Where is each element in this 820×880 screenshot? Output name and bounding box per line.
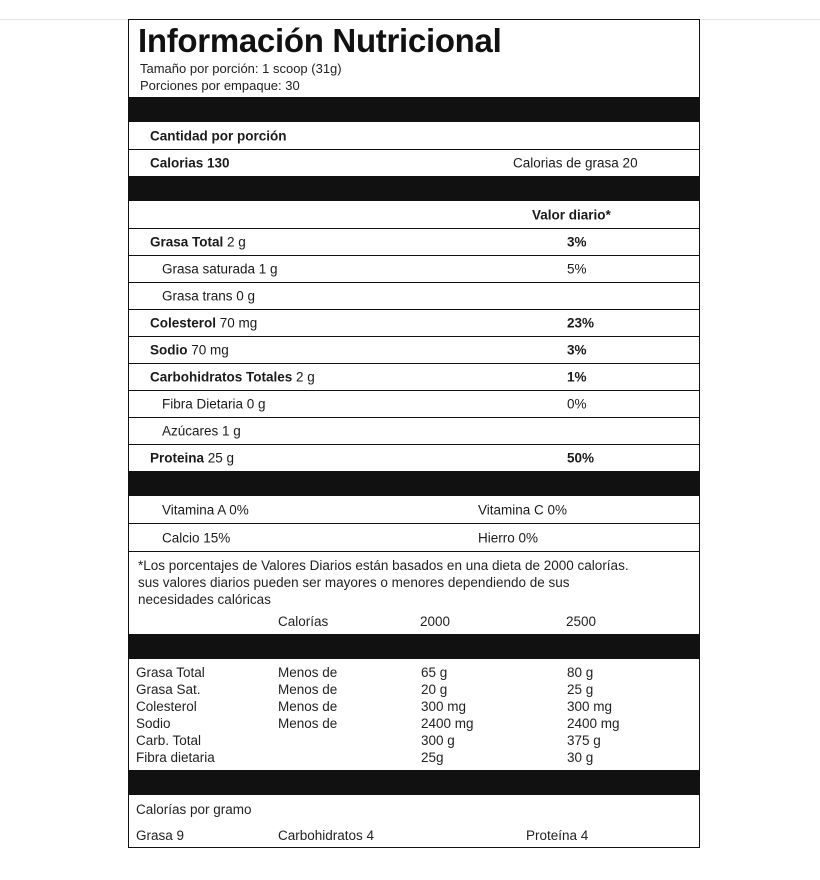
thick-divider <box>129 770 699 795</box>
ref-value-2500: 25 g <box>567 682 594 697</box>
nutrient-amount: 2 g <box>223 234 246 250</box>
nutrient-name: Grasa saturada 1 g <box>162 261 278 277</box>
nutrient-dv: 5% <box>567 261 587 277</box>
ref-nutrient: Sodio <box>136 716 171 731</box>
nutrient-amount: 70 mg <box>216 315 258 331</box>
reference-header-2500: 2500 <box>566 614 597 629</box>
vitamin-left: Vitamina A 0% <box>162 502 249 517</box>
ref-nutrient: Grasa Total <box>136 665 205 680</box>
footnote-line-3: necesidades calóricas <box>138 592 271 607</box>
calories-per-gram-fat: Grasa 9 <box>136 828 185 843</box>
vitamin-right: Vitamina C 0% <box>478 502 568 517</box>
nutrient-name: Colesterol <box>150 315 217 331</box>
nutrient-name: Grasa Total <box>150 234 224 250</box>
thick-divider <box>129 634 699 659</box>
calories-per-gram-carbs: Carbohidratos 4 <box>278 828 375 843</box>
amount-per-serving-label: Cantidad por porción <box>150 128 287 143</box>
nutrient-amount: 25 g <box>204 450 235 466</box>
ref-value-2500: 375 g <box>567 733 601 748</box>
thick-divider <box>129 97 699 122</box>
thick-divider <box>129 471 699 496</box>
ref-nutrient: Carb. Total <box>136 733 202 748</box>
nutrient-label <box>150 451 234 466</box>
ref-qualifier: Menos de <box>278 699 338 714</box>
nutrient-row-fiber <box>129 391 699 418</box>
daily-value-header: Valor diario* <box>532 207 611 222</box>
ref-value-2000: 300 mg <box>421 699 467 714</box>
nutrient-row-sodium <box>129 337 699 364</box>
nutrition-label <box>128 19 700 848</box>
nutrient-name: Carbohidratos Totales <box>150 369 293 385</box>
ref-value-2000: 20 g <box>421 682 448 697</box>
calories-per-gram-protein: Proteína 4 <box>526 828 589 843</box>
ref-value-2000: 25g <box>421 750 444 765</box>
nutrient-dv: 3% <box>567 342 587 358</box>
footnote-line-2: sus valores diarios pueden ser mayores o menores dependiendo de sus <box>138 575 570 590</box>
ref-nutrient: Grasa Sat. <box>136 682 201 697</box>
nutrient-amount: 2 g <box>292 369 315 385</box>
calories-per-gram-label: Calorías por gramo <box>136 802 252 817</box>
nutrient-row-protein <box>129 445 699 471</box>
nutrient-dv: 50% <box>567 450 595 466</box>
nutrient-dv: 23% <box>567 315 595 331</box>
ref-nutrient: Fibra dietaria <box>136 750 215 765</box>
nutrient-dv: 0% <box>567 396 587 412</box>
thick-divider <box>129 176 699 201</box>
nutrient-dv: 3% <box>567 234 587 250</box>
nutrient-row-sugars <box>129 418 699 445</box>
vitamin-right: Hierro 0% <box>478 530 539 545</box>
label-title: Información Nutricional <box>138 22 502 59</box>
ref-value-2500: 80 g <box>567 665 594 680</box>
ref-nutrient: Colesterol <box>136 699 197 714</box>
vitamin-row <box>129 524 699 552</box>
calories-row <box>129 150 699 176</box>
reference-header-2000: 2000 <box>420 614 451 629</box>
nutrient-row-trans-fat <box>129 283 699 310</box>
ref-value-2000: 2400 mg <box>421 716 474 731</box>
fat-calories: Calorias de grasa 20 <box>513 155 638 171</box>
ref-qualifier: Menos de <box>278 665 338 680</box>
nutrient-dv: 1% <box>567 369 587 385</box>
nutrient-name: Sodio <box>150 342 188 358</box>
nutrient-row-saturated-fat <box>129 256 699 283</box>
nutrient-label <box>150 316 257 331</box>
nutrient-amount: 70 mg <box>187 342 229 358</box>
amount-per-serving-row <box>129 122 699 150</box>
nutrient-label <box>150 343 229 358</box>
calories-label: Calorias 130 <box>150 155 230 171</box>
ref-value-2000: 65 g <box>421 665 448 680</box>
nutrient-row-total-fat <box>129 229 699 256</box>
nutrient-name: Azúcares 1 g <box>162 423 241 439</box>
ref-qualifier: Menos de <box>278 716 338 731</box>
ref-value-2500: 300 mg <box>567 699 613 714</box>
nutrient-label <box>150 370 315 385</box>
nutrient-label <box>150 235 246 250</box>
nutrient-row-total-carbs <box>129 364 699 391</box>
footnote-line-1: *Los porcentajes de Valores Diarios están basados en una dieta de 2000 calorías. <box>138 558 629 573</box>
servings-per-container: Porciones por empaque: 30 <box>140 78 300 93</box>
vitamin-left: Calcio 15% <box>162 530 231 545</box>
ref-value-2000: 300 g <box>421 733 455 748</box>
nutrient-name: Fibra Dietaria 0 g <box>162 396 266 412</box>
nutrient-name: Proteina <box>150 450 205 466</box>
vitamin-row <box>129 496 699 524</box>
nutrient-name: Grasa trans 0 g <box>162 288 256 304</box>
ref-qualifier: Menos de <box>278 682 338 697</box>
ref-value-2500: 2400 mg <box>567 716 620 731</box>
reference-header-label: Calorías <box>278 614 329 629</box>
ref-value-2500: 30 g <box>567 750 594 765</box>
serving-size: Tamaño por porción: 1 scoop (31g) <box>140 61 342 76</box>
daily-value-header-row <box>129 201 699 229</box>
nutrient-row-cholesterol <box>129 310 699 337</box>
